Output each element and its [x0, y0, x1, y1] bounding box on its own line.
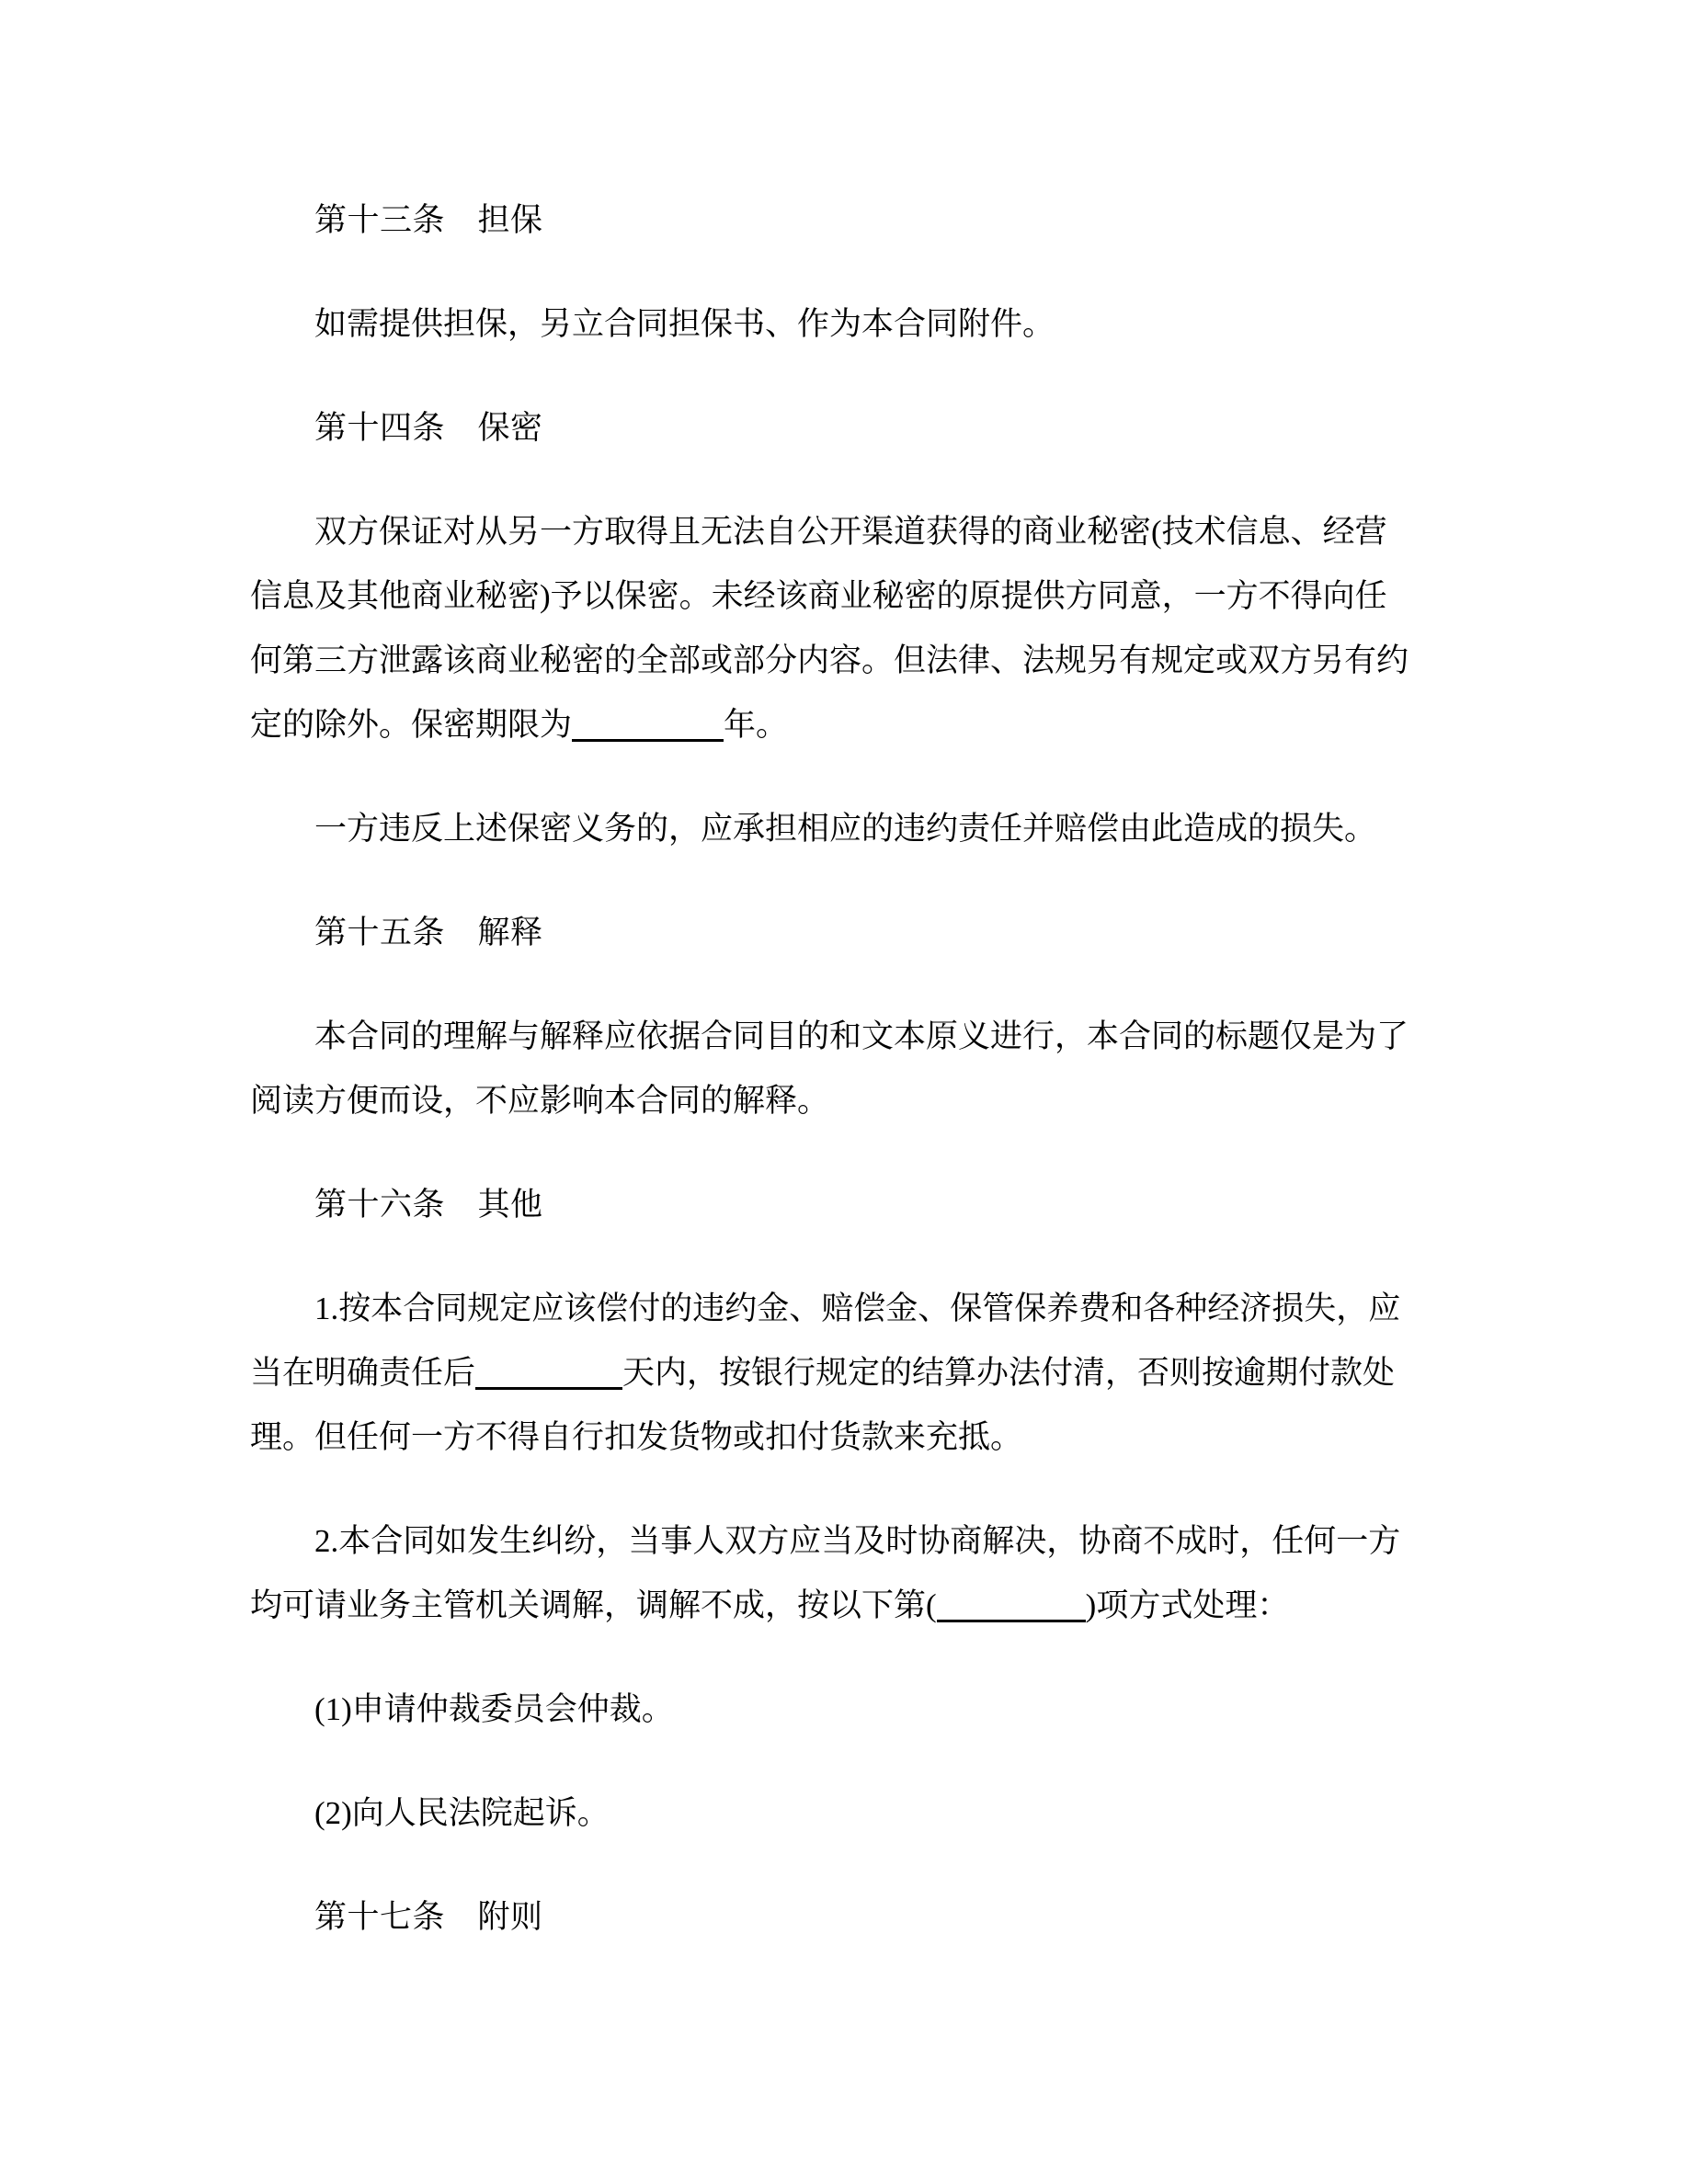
clause-15-body: [250, 1005, 1440, 1133]
paragraph-text: )项方式处理：: [1085, 1587, 1290, 1623]
paragraph-text: 理。但任何一方不得自行扣发货物或扣付货款来充抵。: [250, 1419, 1023, 1455]
paragraph-text: 1.按本合同规定应该偿付的违约金、赔偿金、保管保养费和各种经济损失，应: [314, 1291, 1401, 1326]
paragraph-text: 信息及其他商业秘密)予以保密。未经该商业秘密的原提供方同意，一方不得向任: [250, 578, 1387, 614]
clause-14-heading: 第十四条 保密: [314, 410, 543, 446]
clause-15-heading: 第十五条 解释: [314, 915, 543, 950]
paragraph-text: 2.本合同如发生纠纷，当事人双方应当及时协商解决，协商不成时，任何一方: [314, 1523, 1401, 1559]
paragraph-text: 双方保证对从另一方取得且无法自公开渠道获得的商业秘密(技术信息、经营: [314, 514, 1387, 550]
paragraph-text: 定的除外。保密期限为: [250, 707, 573, 743]
clause-16-item-2: [250, 1509, 1440, 1638]
clause-14-body-1: [250, 500, 1440, 757]
clause-16-option-2: [250, 1781, 1440, 1846]
clause-16-item-1: [250, 1277, 1440, 1470]
clause-16-option-1: [250, 1678, 1440, 1742]
clause-16-heading: 第十六条 其他: [314, 1187, 543, 1223]
paragraph-text: 本合同的理解与解释应依据合同目的和文本原义进行，本合同的标题仅是为了: [314, 1018, 1409, 1054]
fill-in-blank: [475, 1383, 622, 1390]
clause-17-heading: 第十七条 附则: [314, 1899, 543, 1935]
paragraph-text: (2)向人民法院起诉。: [314, 1795, 610, 1831]
paragraph-text: 阅读方便而设，不应影响本合同的解释。: [250, 1083, 830, 1119]
paragraph-text: 何第三方泄露该商业秘密的全部或部分内容。但法律、法规另有规定或双方另有约: [250, 643, 1409, 678]
clause-13-heading: 第十三条 担保: [314, 202, 543, 238]
paragraph-text: 天内，按银行规定的结算办法付清，否则按逾期付款处: [622, 1355, 1396, 1391]
paragraph-text: 均可请业务主管机关调解，调解不成，按以下第(: [250, 1587, 937, 1623]
fill-in-blank: [572, 735, 724, 742]
contract-text-body: [250, 188, 1440, 1950]
paragraph-text: 当在明确责任后: [250, 1355, 476, 1391]
clause-14-body-2: [250, 797, 1440, 861]
fill-in-blank: [937, 1616, 1086, 1622]
clause-13-body: [250, 292, 1440, 357]
paragraph-text: 年。: [724, 707, 789, 743]
paragraph-text: 一方违反上述保密义务的，应承担相应的违约责任并赔偿由此造成的损失。: [314, 811, 1377, 847]
paragraph-text: 如需提供担保，另立合同担保书、作为本合同附件。: [314, 306, 1055, 342]
paragraph-text: (1)申请仲裁委员会仲裁。: [314, 1691, 674, 1727]
